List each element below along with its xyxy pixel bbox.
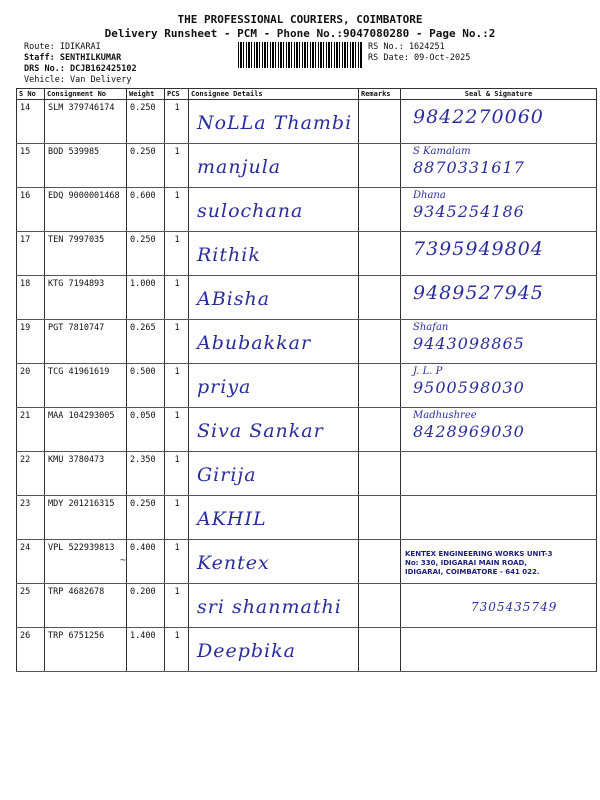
cell-pcs: 1 [165,144,189,188]
signature-name: J. L. P [413,366,443,377]
cell-consignment-no: TCG 41961619 [45,364,127,408]
cell-pcs: 1 [165,496,189,540]
cell-weight: 0.250 [127,144,165,188]
drs-label: DRS No.: DCJB162425102 [24,64,137,74]
cell-pcs: 1 [165,276,189,320]
consignee-handwriting: NoLLa Thambi [197,112,353,134]
consignee-handwriting: Siva Sankar [197,420,324,442]
table-row [17,628,597,672]
cell-remarks [359,100,401,144]
cell-consignment-no: KMU 3780473 [45,452,127,496]
cell-consignment-no: KTG 7194893 [45,276,127,320]
cell-weight: 1.000 [127,276,165,320]
cell-consignee [189,100,359,144]
cell-weight: 0.500 [127,364,165,408]
cell-sno: 17 [17,232,45,276]
cell-consignee [189,364,359,408]
cell-signature [401,188,597,232]
cell-consignment-no: TEN 7997035 [45,232,127,276]
cell-signature [401,496,597,540]
cell-weight: 0.250 [127,232,165,276]
cell-signature [401,144,597,188]
cell-weight: 0.050 [127,408,165,452]
signature-phone: 9842270060 [413,106,544,128]
cell-consignment-no: SLM 379746174 [45,100,127,144]
table-row [17,496,597,540]
cell-consignee [189,628,359,672]
cell-remarks [359,276,401,320]
cell-consignment-no: PGT 7810747 [45,320,127,364]
rs-date-label: RS Date: 09-Oct-2025 [368,53,471,63]
col-pcs: PCS [165,89,189,100]
col-consignment: Consignment No [45,89,127,100]
signature-phone: 9489527945 [413,282,544,304]
signature-phone: 7305435749 [471,600,558,614]
runsheet-table [16,88,597,672]
cell-consignee [189,232,359,276]
stamp-line: No: 330, IDIGARAI MAIN ROAD, [405,559,527,567]
cell-consignee [189,320,359,364]
staff-label: Staff: SENTHILKUMAR [24,53,122,63]
cell-pcs: 1 [165,408,189,452]
table-row [17,584,597,628]
table-row [17,364,597,408]
cell-signature [401,276,597,320]
cell-remarks [359,584,401,628]
cell-pcs: 1 [165,320,189,364]
cell-weight: 0.600 [127,188,165,232]
cell-sno: 14 [17,100,45,144]
cell-pcs: 1 [165,188,189,232]
cell-weight: 0.400 [127,540,165,584]
signature-name: Madhushree [413,410,477,421]
cell-pcs: 1 [165,584,189,628]
cell-consignee [189,540,359,584]
cell-pcs: 1 [165,232,189,276]
cell-remarks [359,628,401,672]
cell-remarks [359,496,401,540]
signature-name: Shafan [413,322,449,333]
cell-sno: 22 [17,452,45,496]
cell-sno: 23 [17,496,45,540]
cell-consignee [189,188,359,232]
page-title: THE PROFESSIONAL COURIERS, COIMBATORE [177,13,423,26]
cell-sno: 19 [17,320,45,364]
cell-consignment-no: TRP 4682678 [45,584,127,628]
signature-phone: 8870331617 [413,158,525,177]
cell-weight: 2.350 [127,452,165,496]
info-left [24,42,137,86]
cell-signature [401,628,597,672]
cell-sno: 24 [17,540,45,584]
table-row [17,320,597,364]
cell-sno: 16 [17,188,45,232]
stamp-line: IDIGARAI, COIMBATORE - 641 022. [405,568,540,576]
cell-sno: 20 [17,364,45,408]
col-sno: S No [17,89,45,100]
consignee-handwriting: sulochana [197,200,304,222]
consignee-handwriting: Deepbika [197,640,296,662]
cell-consignee [189,408,359,452]
cell-remarks [359,452,401,496]
company-stamp [405,550,553,577]
cell-remarks [359,408,401,452]
barcode [238,42,362,68]
info-right [368,42,470,64]
consignee-handwriting: Rithik [197,244,261,266]
cell-remarks [359,364,401,408]
consignee-handwriting: Girija [197,464,257,486]
cell-consignment-no: EDQ 9000001468 [45,188,127,232]
cell-signature [401,320,597,364]
signature-phone: 8428969030 [413,422,525,441]
table-row [17,144,597,188]
consignee-handwriting: AKHIL [197,508,267,530]
cell-weight: 0.200 [127,584,165,628]
cell-consignment-no: TRP 6751256 [45,628,127,672]
cell-pcs: 1 [165,452,189,496]
cell-sno: 25 [17,584,45,628]
table-row [17,188,597,232]
col-consignee: Consignee Details [189,89,359,100]
pen-mark: ~ [120,555,127,566]
cell-weight: 0.265 [127,320,165,364]
cell-pcs: 1 [165,540,189,584]
cell-remarks [359,320,401,364]
consignee-handwriting: Kentex [197,552,270,574]
rs-no-label: RS No.: 1624251 [368,42,445,52]
consignee-handwriting: sri shanmathi [197,596,342,618]
cell-signature [401,364,597,408]
col-remarks: Remarks [359,89,401,100]
cell-signature [401,100,597,144]
cell-pcs: 1 [165,628,189,672]
cell-sno: 26 [17,628,45,672]
signature-name: Dhana [413,190,446,201]
table-row [17,232,597,276]
stamp-line: KENTEX ENGINEERING WORKS UNIT-3 [405,550,553,558]
cell-remarks [359,144,401,188]
cell-weight: 0.250 [127,496,165,540]
cell-pcs: 1 [165,364,189,408]
cell-sno: 15 [17,144,45,188]
table-row [17,452,597,496]
cell-signature [401,584,597,628]
consignee-handwriting: priya [197,376,252,398]
signature-phone: 9443098865 [413,334,525,353]
cell-consignment-no: MDY 201216315 [45,496,127,540]
signature-phone: 9500598030 [413,378,525,397]
cell-consignment-no: MAA 104293005 [45,408,127,452]
cell-signature [401,452,597,496]
cell-consignee [189,144,359,188]
cell-consignee [189,584,359,628]
cell-consignment-no: VPL 522939813 [45,540,127,584]
consignee-handwriting: manjula [197,156,282,178]
route-label: Route: IDIKARAI [24,42,101,52]
cell-remarks [359,540,401,584]
cell-signature [401,540,597,584]
cell-remarks [359,232,401,276]
cell-consignee [189,496,359,540]
cell-signature [401,232,597,276]
cell-sno: 21 [17,408,45,452]
signature-name: S Kamalam [413,146,471,157]
cell-remarks [359,188,401,232]
table-row [17,276,597,320]
table-row [17,100,597,144]
cell-sno: 18 [17,276,45,320]
signature-phone: 7395949804 [413,238,544,260]
signature-phone: 9345254186 [413,202,525,221]
cell-weight: 0.250 [127,100,165,144]
col-signature: Seal & Signature [401,89,597,100]
consignee-handwriting: ABisha [197,288,271,310]
table-header [17,89,597,100]
cell-consignment-no: BOD 539985 [45,144,127,188]
cell-consignee [189,276,359,320]
cell-weight: 1.400 [127,628,165,672]
page-subtitle: Delivery Runsheet - PCM - Phone No.:9047080280 - Page No.:2 [104,27,496,40]
cell-signature [401,408,597,452]
consignee-handwriting: Abubakkar [197,332,312,354]
vehicle-label: Vehicle: Van Delivery [24,75,132,85]
col-weight: Weight [127,89,165,100]
table-row [17,540,597,584]
cell-pcs: 1 [165,100,189,144]
table-row [17,408,597,452]
cell-consignee [189,452,359,496]
